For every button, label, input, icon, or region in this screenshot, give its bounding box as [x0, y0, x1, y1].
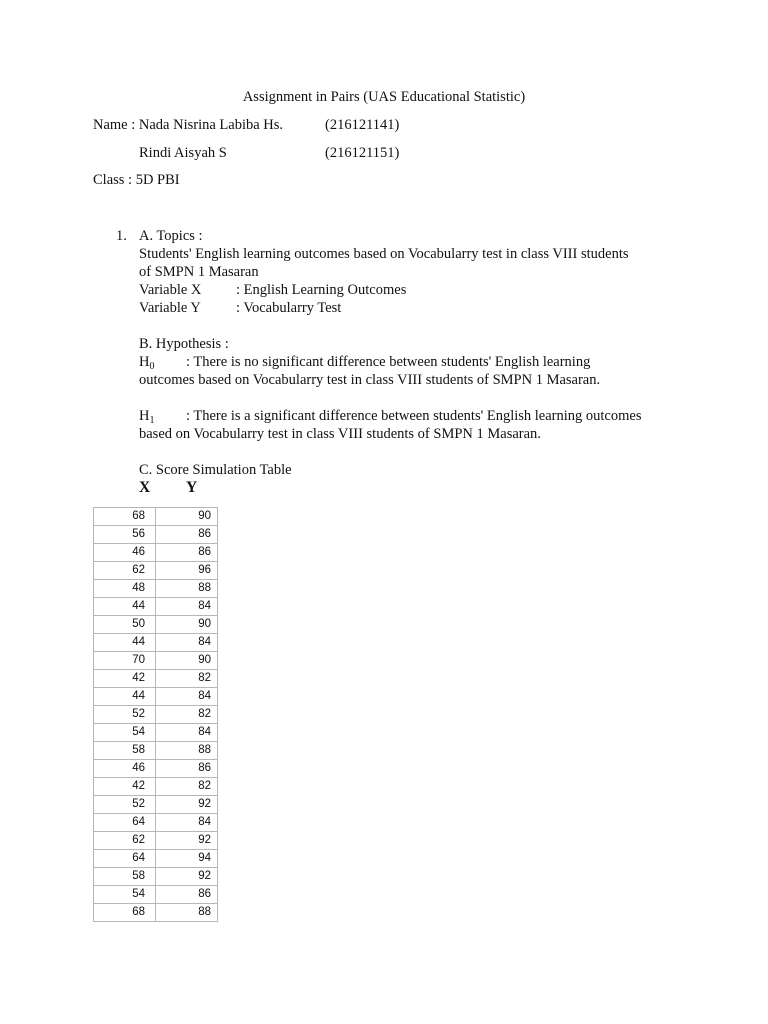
- topics-heading: A. Topics :: [139, 228, 203, 244]
- score-y-cell: 82: [156, 778, 218, 796]
- variable-x-value: : English Learning Outcomes: [236, 282, 407, 298]
- score-x-cell: 48: [94, 580, 156, 598]
- table-row: [94, 562, 218, 580]
- score-y-cell: 86: [156, 886, 218, 904]
- score-y-cell: 84: [156, 688, 218, 706]
- score-x-cell: 50: [94, 616, 156, 634]
- h0-line-1: : There is no significant difference between students' English learning: [186, 354, 591, 370]
- score-x-cell: 54: [94, 886, 156, 904]
- score-y-cell: 86: [156, 526, 218, 544]
- score-x-cell: 62: [94, 562, 156, 580]
- score-x-cell: 52: [94, 796, 156, 814]
- h0-line-2: outcomes based on Vocabularry test in class VIII students of SMPN 1 Masaran.: [139, 372, 601, 388]
- table-row: [94, 832, 218, 850]
- score-y-cell: 88: [156, 742, 218, 760]
- h1-line-2: based on Vocabularry test in class VIII students of SMPN 1 Masaran.: [139, 426, 541, 442]
- list-number: 1.: [116, 228, 127, 244]
- score-y-cell: 88: [156, 904, 218, 922]
- score-x-cell: 42: [94, 778, 156, 796]
- score-x-cell: 64: [94, 850, 156, 868]
- table-row: [94, 886, 218, 904]
- score-x-cell: 46: [94, 544, 156, 562]
- score-x-cell: 46: [94, 760, 156, 778]
- score-x-cell: 44: [94, 598, 156, 616]
- score-x-cell: 44: [94, 688, 156, 706]
- table-row: [94, 688, 218, 706]
- score-y-cell: 84: [156, 814, 218, 832]
- score-x-cell: 62: [94, 832, 156, 850]
- score-y-cell: 82: [156, 670, 218, 688]
- score-x-cell: 52: [94, 706, 156, 724]
- score-y-cell: 90: [156, 616, 218, 634]
- score-x-cell: 42: [94, 670, 156, 688]
- table-row: [94, 904, 218, 922]
- table-row: [94, 742, 218, 760]
- student-name-2: Rindi Aisyah S: [139, 145, 227, 161]
- score-y-cell: 84: [156, 598, 218, 616]
- variable-y-value: : Vocabularry Test: [236, 300, 342, 316]
- score-x-cell: 56: [94, 526, 156, 544]
- table-row: [94, 796, 218, 814]
- score-x-cell: 54: [94, 724, 156, 742]
- table-row: [94, 652, 218, 670]
- score-y-cell: 96: [156, 562, 218, 580]
- class-line: Class : 5D PBI: [93, 172, 180, 188]
- score-x-cell: 68: [94, 508, 156, 526]
- h1-symbol: $H_1$: [139, 408, 155, 426]
- student-id-1: (216121141): [325, 117, 400, 133]
- table-row: [94, 778, 218, 796]
- topic-line-2: of SMPN 1 Masaran: [139, 264, 259, 280]
- score-x-cell: 44: [94, 634, 156, 652]
- table-row: [94, 616, 218, 634]
- student-id-2: (216121151): [325, 145, 400, 161]
- variable-x-label: Variable X: [139, 282, 202, 298]
- score-x-cell: 58: [94, 868, 156, 886]
- table-row: [94, 526, 218, 544]
- table-row: [94, 814, 218, 832]
- table-row: [94, 508, 218, 526]
- score-table-heading: C. Score Simulation Table: [139, 462, 292, 478]
- score-y-cell: 82: [156, 706, 218, 724]
- score-y-cell: 86: [156, 760, 218, 778]
- column-x-header: X: [139, 479, 151, 496]
- h1-line-1: : There is a significant difference between students' English learning outcomes: [186, 408, 642, 424]
- table-row: [94, 634, 218, 652]
- table-row: [94, 850, 218, 868]
- score-table-body: [94, 508, 218, 922]
- document-title: Assignment in Pairs (UAS Educational Statistic): [242, 89, 526, 105]
- score-y-cell: 84: [156, 724, 218, 742]
- hypothesis-heading: B. Hypothesis :: [139, 336, 229, 352]
- score-x-cell: 64: [94, 814, 156, 832]
- score-y-cell: 92: [156, 832, 218, 850]
- variable-y-label: Variable Y: [139, 300, 201, 316]
- score-y-cell: 88: [156, 580, 218, 598]
- score-x-cell: 58: [94, 742, 156, 760]
- table-row: [94, 706, 218, 724]
- score-x-cell: 70: [94, 652, 156, 670]
- table-row: [94, 760, 218, 778]
- table-row: [94, 598, 218, 616]
- score-y-cell: 92: [156, 796, 218, 814]
- h0-symbol: $H_0$: [139, 354, 155, 372]
- table-row: [94, 670, 218, 688]
- score-y-cell: 90: [156, 508, 218, 526]
- score-y-cell: 92: [156, 868, 218, 886]
- table-row: [94, 868, 218, 886]
- table-row: [94, 724, 218, 742]
- column-y-header: Y: [186, 479, 198, 496]
- score-y-cell: 94: [156, 850, 218, 868]
- score-y-cell: 86: [156, 544, 218, 562]
- score-y-cell: 90: [156, 652, 218, 670]
- score-table: [93, 507, 218, 922]
- student-name-1: Name : Nada Nisrina Labiba Hs.: [93, 117, 284, 133]
- table-row: [94, 580, 218, 598]
- topic-line-1: Students' English learning outcomes based on Vocabularry test in class VIII students: [139, 246, 629, 262]
- table-row: [94, 544, 218, 562]
- score-x-cell: 68: [94, 904, 156, 922]
- score-y-cell: 84: [156, 634, 218, 652]
